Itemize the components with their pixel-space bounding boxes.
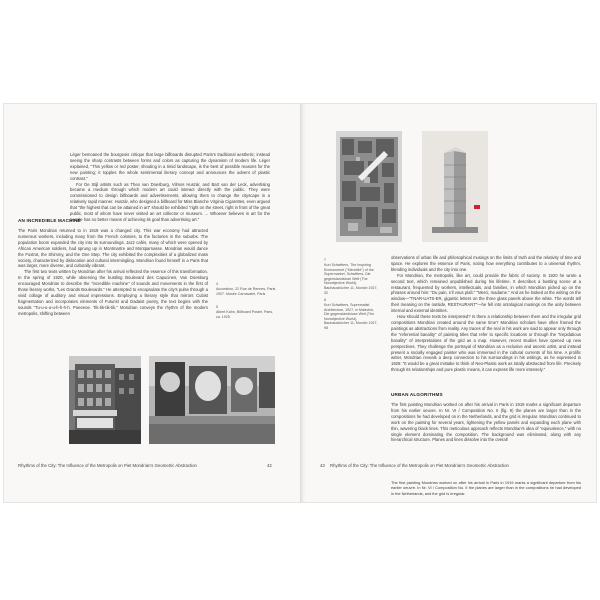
page-number: 43 xyxy=(320,463,325,468)
left-intro-text xyxy=(70,152,270,223)
paragraph: For Mondrian, the metropolis, like art, could provide the fabric of society. In 1920 he wrote a second text, which remained unpublished during his lifetime. It describes a bustling scene at a restaurant, frequented by workers, intellectuals, and families, in which Mondrian picked up on the phrases around him: "Du pain, s'il vous plaît." "Merci, madame." And as he looked at the writing on the window—"TNAR-UATS-ER, gigantic letters on the three glass panels above the white. The words tell their meaning on the outside, RESTAURANT"—he fell into ontological musings on the unity between internal and external identities. xyxy=(391,272,581,314)
caption-number: 4 xyxy=(216,282,218,286)
running-footer: Rhythms of the City: The Influence of the Metropolis on Piet Mondrian's Geometric Abstraction xyxy=(18,463,197,468)
figure-caption: Kurt Schwitters, Suprematist Architecture, 1927, in Malevich, Die gegenstandslose Welt (The Nonobjective World), Bauhausbücher 11, Munich 1927, 98 xyxy=(324,303,378,330)
paragraph: The first painting Mondrian worked on after his arrival in Paris in 1919 marks a significant departure from his earlier oeuvre. In Nr. VI / Composition No. II (fig. 9) the planes are larger than in the compositions he had developed on in the Netherlands, and the grid is irregular. Mondrian continued to work on the painting for several years, lightening the yellow panels and expanding each plane with thin, wavering black lines. This meticulous approach reflects Mondrian's idea of "equivalence," with no single element dominating the composition. The background was eliminated, along with any hierarchical structure. Planes and lines dissolve into the overall xyxy=(391,402,581,443)
right-lower-text xyxy=(391,402,581,443)
paragraph: The Paris Mondrian returned to in 1919 was a changed city. This war economy had attracted numerous workers, including many from the French colonies, to the factories in the suburbs. The population boom expanded the city into its surroundings. Jazz cafés, many of which were opened by African American soldiers, had sprung up in Montmartre and Montparnasse. Mondrian would dance the Foxtrot, the Shimmy, and the One Step. The city exhibited the complexities of a globalized mass society, characterized by dislocation and cultural intermingling. Mondrian found himself in a Paris that was larger, more diverse, and culturally vibrant. xyxy=(18,228,208,269)
right-main-text xyxy=(391,255,581,373)
section-heading: URBAN ALGORITHMS xyxy=(391,392,443,397)
paragraph: The first painting Mondrian worked on after his arrival in Paris in 1919 marks a significant departure from his earlier oeuvre. In Nr. VI / Composition No. II the planes are larger than in the compositions he had developed in the Netherlands, and the grid is irregular. xyxy=(391,480,581,496)
aerial-city-photo xyxy=(336,131,402,242)
caption-number: 7 xyxy=(324,258,326,262)
paragraph: Léger bemoaned the bourgeois critique that large billboards disrupted Paris's traditional aesthetic; instead seeing the sharp contrasts between forms and colors as capturing the dynamism of modern life. Léger explained, "This yellow or red poster, shouting in a timid landscape, is the best of possible reasons for the new painting; it topples the whole sentimental literary concept and announces the advent of plastic contrast." xyxy=(70,152,270,181)
figure-caption: Accordéon, 22 Rue de Rennes, Paris 1907. Musée Carnavalet, Paris xyxy=(216,287,276,296)
running-footer: Rhythms of the City: The Influence of the Metropolis on Piet Mondrian's Geometric Abstraction xyxy=(330,463,509,468)
figure-caption: Kurt Schwitters, The Inspiring Environment ("Merzbild") of the Supermarket, Schwitters, Die gegenstandslose Welt (The Nonobjective World), Bauhausbücher 11, Munich 1927, 32 xyxy=(324,263,378,295)
section-heading: AN INCREDIBLE MACHINE xyxy=(18,218,81,223)
figure-caption: Albert Kahn, Billboard Poster, Paris, ca. 1925 xyxy=(216,310,274,319)
caption-number: 8 xyxy=(324,298,326,302)
billboard-photo xyxy=(149,356,275,444)
right-bottom-text xyxy=(391,480,581,496)
skyscraper-photo xyxy=(422,131,488,242)
building-photo xyxy=(69,356,141,444)
paragraph: For De Stijl artists such as Theo van Doesburg, Vilmos Huszár, and Bart van der Leck, advertising became a medium through which modern art could interact directly with the public. They were commissioned to design billboards and advertisements, allowing them to change the cityscape in a relatively rapid manner. Huszár, who designed a billboard for Miss Blanche Virginia Cigarettes, even argued that "the highest that can be attained in art" should be exhibited "right on the street, right in front of the great public, most of whom have never visited an art collector or museum. ... Whoever believes in art for the people has no better means of achieving its goal than advertising art." xyxy=(70,181,270,222)
paragraph: The first two texts written by Mondrian after his arrival reflected the essence of this transformation. In the spring of 1920, while observing the bustling Boulevard des Capucines, Van Doesburg encouraged Mondrian to describe the "incredible machine" of sounds and movements in the first of those literary works, "Les Grands Boulevards." He attempted to encapsulate the city's pulse through a vivid collage of auditory and visual impressions. Employing a literary style that mirrors Cubist fragmentation and incorporates elements of Futurist and Dadaist poetry, the text begins with the sounds "Tu-u-u-u-u-h-h-h-h. Poeeeoe. Tik-tik-tik-tik." Mondrian conveys the rhythm of the modern metropolis, shifting between xyxy=(18,269,208,316)
paragraph: observations of urban life and philosophical musings on the limits of truth and the relativity of time and space. He explores the essence of Paris, noting how everything contributes to a universal rhythm, blending individuals and the city into one. xyxy=(391,255,581,272)
page-number: 42 xyxy=(267,463,272,468)
caption-number: 5 xyxy=(216,305,218,309)
paragraph: How should these texts be interpreted? Is there a relationship between them and the irregular grid compositions Mondrian created around the same time? Mondrian scholars have often framed the paintings as abstractions from reality. Any traces of the real in his work are said to appear only through the "referential banality" of painting titles that refer to specific locations or through the "trepidatious banality" of interpretations of the grid as a map. However, recent studies have opened up new perspectives. They challenge the portrayal of Mondrian as a reclusive and ascetic artist, and instead present a socially engaged painter who was immersed in the cultural currents of his time. A prolific writer, Mondrian reveals a deep connection to his surroundings in his writings, as he expressed in 1926: "It would be a great mistake to think of Neo-Plastic work as totally abstracted from life. Precisely through its relationships and pure plastic means, it can express life more intensely." xyxy=(391,314,581,373)
left-main-text xyxy=(18,228,208,317)
